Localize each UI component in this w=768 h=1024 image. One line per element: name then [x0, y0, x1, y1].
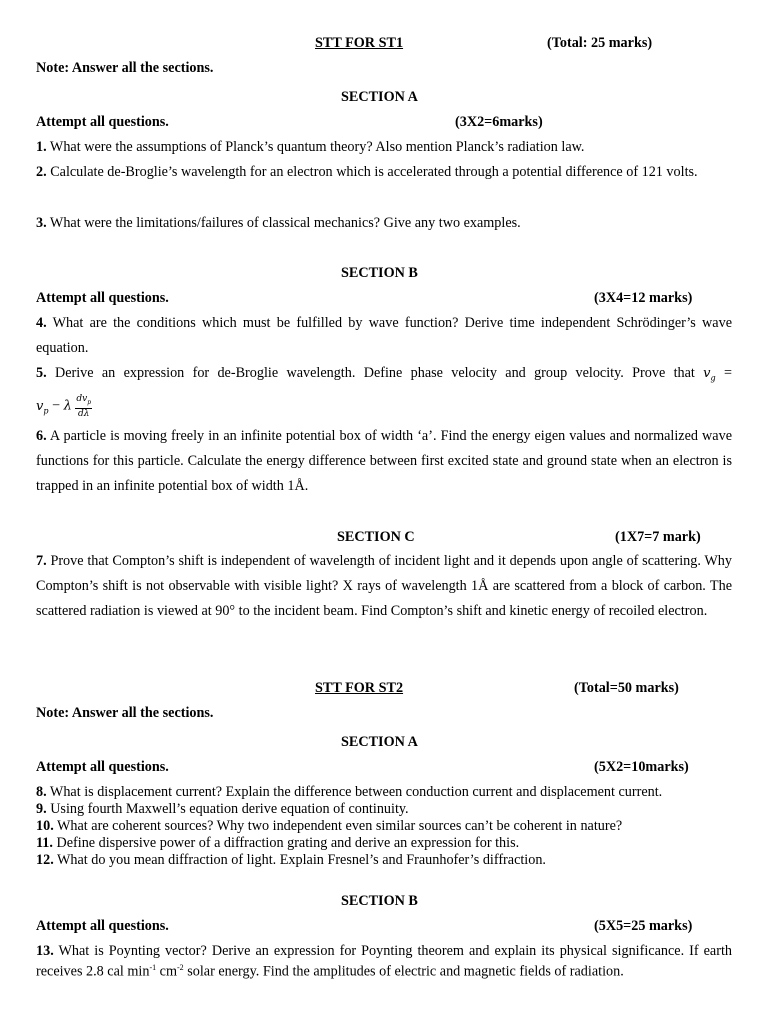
question-9: 9. Using fourth Maxwell’s equation derive equation of continuity.: [36, 801, 409, 817]
st1-total-marks: (Total: 25 marks): [547, 35, 653, 51]
st2-total-marks: (Total=50 marks): [574, 680, 679, 696]
st1-section-a-marks: (3X2=6marks): [455, 114, 543, 130]
st2-title: STT FOR ST2: [315, 680, 404, 696]
question-2: 2. Calculate de-Broglie’s wavelength for an electron which is accelerated through a potential difference of 121 volts.: [36, 164, 698, 180]
st1-section-a-instruction: Attempt all questions.: [36, 114, 169, 130]
question-12: 12. What do you mean diffraction of light. Explain Fresnel’s and Fraunhofer’s diffraction.: [36, 852, 546, 868]
question-13: 13. What is Poynting vector? Derive an expression for Poynting theorem and explain its physical significance. If earth receives 2.8 cal $\min^{-1} cm^{-2}$ solar energy. Find the amplitudes of electric and magnetic fields of radiation.: [36, 943, 732, 980]
question-6: 6. A particle is moving freely in an infinite potential box of width ‘a’. Find the energy eigen values and normalized wave functions for this particle. Calculate the energy difference between first excited state and ground state when an electron is trapped in an infinite potential box of width 1Å.: [36, 428, 732, 495]
st2-section-b-instruction: Attempt all questions.: [36, 918, 169, 934]
question-11: 11. Define dispersive power of a diffraction grating and derive an expression for this.: [36, 835, 520, 851]
st2-section-a-marks: (5X2=10marks): [594, 759, 689, 775]
st1-section-c-heading: SECTION C: [337, 529, 415, 545]
question-1: 1. What were the assumptions of Planck’s quantum theory? Also mention Planck’s radiation law.: [36, 139, 585, 155]
st2-section-a-instruction: Attempt all questions.: [36, 759, 169, 775]
st1-note: Note: Answer all the sections.: [36, 60, 214, 76]
question-8: 8. What is displacement current? Explain the difference between conduction current and displacement current.: [36, 784, 663, 800]
question-4: 4. What are the conditions which must be fulfilled by wave function? Derive time independent Schrödinger’s wave equation.: [36, 315, 732, 357]
st1-section-a-heading: SECTION A: [341, 89, 418, 105]
question-7: 7. Prove that Compton’s shift is independent of wavelength of incident light and it depends upon angle of scattering. Why Compton’s shift is not observable with visible light? X rays of wavelength 1Å are scattered from a block of carbon. The scattered radiation is viewed at 90° to the incident beam. Find Compton’s shift and kinetic energy of recoiled electron.: [36, 553, 732, 620]
group-velocity-formula-rhs: $v_p - \lambda$ $\frac{dv_p}{d\lambda}$: [36, 394, 92, 419]
st1-title: STT FOR ST1: [315, 35, 404, 51]
question-5: 5. Derive an expression for de-Broglie wavelength. Define phase velocity and group velocity. Prove that $v_g$ =: [36, 365, 732, 383]
st2-note: Note: Answer all the sections.: [36, 705, 214, 721]
st1-section-b-instruction: Attempt all questions.: [36, 290, 169, 306]
st1-section-b-heading: SECTION B: [341, 265, 418, 281]
st1-section-b-marks: (3X4=12 marks): [594, 290, 693, 306]
st1-section-c-marks: (1X7=7 mark): [615, 529, 701, 545]
question-10: 10. What are coherent sources? Why two independent even similar sources can’t be coherent in nature?: [36, 818, 623, 834]
st2-section-b-marks: (5X5=25 marks): [594, 918, 693, 934]
st2-section-b-heading: SECTION B: [341, 893, 418, 909]
question-3: 3. What were the limitations/failures of classical mechanics? Give any two examples.: [36, 215, 521, 231]
group-velocity-formula-lhs: $v_g$ =: [703, 365, 732, 383]
st2-section-a-heading: SECTION A: [341, 734, 418, 750]
